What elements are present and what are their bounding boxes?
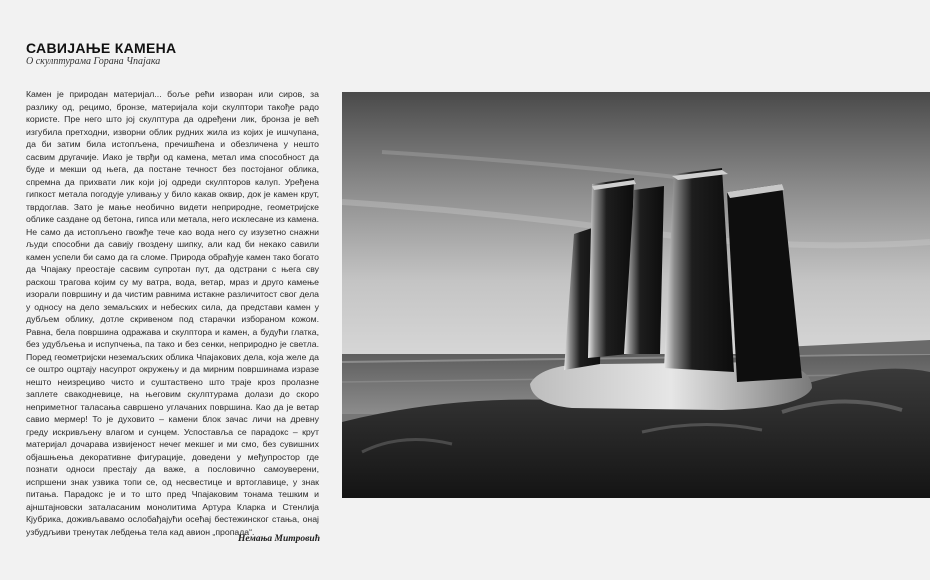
- photo-image: [342, 92, 930, 498]
- article-title: САВИЈАЊЕ КАМЕНА: [26, 40, 177, 56]
- article-subtitle: О скулптурама Горана Чпајака: [26, 56, 161, 67]
- sculpture-photo: [342, 92, 930, 498]
- author-signature: Немања Митровић: [238, 534, 320, 544]
- article-body: Камен је природан материјал... боље рећи изворан или сиров, за разлику од, рецимо, бронзе, материјала који скулптори такође радо користе. Пре него што јој скулптура да одређени лик, бронза је већ изгубила претходни, изворни облик рудних жила из којих је ишчупана, да би затим била истопљена, пречишћена и обезличена у нешто сасвим другачије. Иако је тврђи од камена, метал има способност да буде и мекши од њега, да постане течност без постојаног облика, спремна да прихвати лик који јој одреди скулпторов калуп. Уређена гипкост метала погодује уливању у било какав оквир, док је камен крут, тврдоглав. Зато је мање необично видети неприродне, геометријске облике саздане од бетона, гипса или метала, него исклесане из камена. Не само да истопљено гвожђе тече као вода него су изузетно снажни људи способни да савију гвоздену шипку, али кад би некако савили камен успели би само да га сломе. Природа обрађује камен тако богато да Чпајаку преостаје сасвим супротан пут, да одстрани с њега сву раскош трагова којим су му ватра, вода, ветар, мраз и друго камење изорали површину и да чистим равнима истакне различитост свог дела у односу на дело земаљских и небеских сила, да представи камен у дубљем облику, дотле скривеном под старачки изборaном кожом. Равна, бела површина одражава и скулптора и камен, а будући глатка, без удубљења и испупчења, па тако и без сенки, неприродно је светла. Поред геометријски неземаљских облика Чпајакових дела, која желе да се оштро оцртају насупрот окружењу и да мирним површинама изразе нешто неизрециво чисто и суштаствено што траје кроз пролазне заплете свакодневице, на његовим скулптурама долази до скоро непримeтног таласања савршено углачаних површина. Као да је ветар савио мермер! То је духовито – камени блок зачас личи на древну греду искривљену влагом и сунцем. Успоставља се парадокс – крут материјал дочарава извијеност нечег мекшег и ми смо, без сувишних објашњења декоративне фигурације, доведени у међупростор где познати односи престају да важе, а пословично самоуверени, испршени знак узвика топи се, од несвестице и вртоглавице, у знак питања. Парадокс је и то што пред Чпајаковим тонама тешким и ајнштајновски заталасаним монолитима Артура Кларка и Стенлија Кјубрика, доживљавамо ослобађајући осећај бестежинског стања, онај узбудљиви тренутак лебдења тела кад авион „пропада“.: [26, 89, 319, 537]
